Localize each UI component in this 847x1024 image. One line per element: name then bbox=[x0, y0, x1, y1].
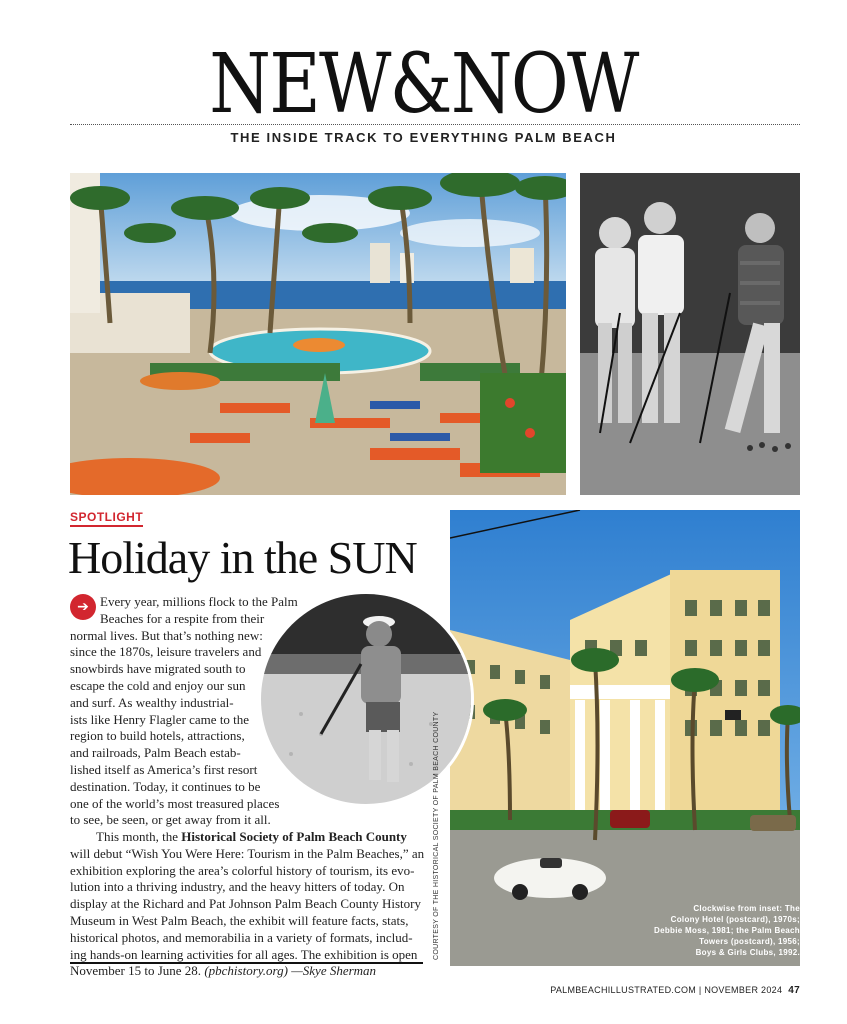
folio-site-date: PALMBEACHILLUSTRATED.COM | NOVEMBER 2024 bbox=[550, 985, 783, 995]
caption-line: Debbie Moss, 1981; the Palm Beach bbox=[654, 926, 800, 935]
historical-society-name: Historical Society of Palm Beach County bbox=[181, 829, 407, 844]
paragraph-2-line: historical photos, and memorabilia in a variety of formats, includ- bbox=[70, 929, 413, 945]
paragraph-1-line: since the 1870s, leisure travelers and bbox=[70, 644, 262, 660]
byline: —Skye Sherman bbox=[287, 963, 377, 979]
paragraph-1-line: escape the cold and enjoy our sun bbox=[70, 677, 246, 693]
article-paragraph-2 bbox=[70, 829, 424, 980]
photo-caption bbox=[610, 903, 800, 958]
paragraph-1-line: ists like Henry Flagler came to the bbox=[70, 711, 250, 727]
article-end-rule bbox=[70, 962, 423, 964]
masthead-title: NEW&NOW bbox=[209, 37, 638, 132]
page-folio bbox=[550, 985, 800, 996]
paragraph-1-line: to see, be seen, or get away from it all. bbox=[70, 812, 271, 828]
paragraph-2-line: display at the Richard and Pat Johnson Palm Beach County History bbox=[70, 896, 421, 912]
page-number: 47 bbox=[788, 985, 800, 996]
paragraph-2-line: Museum in West Palm Beach, the exhibit will feature facts, stats, bbox=[70, 912, 409, 928]
boys-girls-clubs-photo bbox=[580, 173, 800, 495]
paragraph-1-line: Beaches for a respite from their bbox=[100, 610, 265, 626]
paragraph-2-last-line: November 15 to June 28. bbox=[70, 963, 205, 979]
paragraph-2-line: ing hands-on learning activities for all ages. The exhibition is open bbox=[70, 946, 418, 962]
masthead-divider bbox=[70, 124, 800, 125]
paragraph-2-line: will debut “Wish You Were Here: Tourism in the Palm Beaches,” an bbox=[70, 845, 425, 861]
pool-postcard-photo bbox=[70, 173, 566, 495]
paragraph-2-line: lution into a thriving industry, and the heavy hitters of today. On bbox=[70, 879, 405, 895]
paragraph-1-line: destination. Today, it continues to be bbox=[70, 778, 261, 794]
paragraph-2-line: exhibition exploring the area’s colorful history of tourism, its evo- bbox=[70, 862, 415, 878]
masthead-tagline: THE INSIDE TRACK TO EVERYTHING PALM BEACH bbox=[230, 130, 617, 145]
paragraph-1-line: and surf. As wealthy industrial- bbox=[70, 694, 234, 710]
caption-line: Clockwise from inset: The bbox=[693, 904, 800, 913]
website-link[interactable]: (pbchistory.org) bbox=[204, 963, 288, 979]
spotlight-label: SPOTLIGHT bbox=[70, 510, 143, 527]
paragraph-1-line: region to build hotels, attractions, bbox=[70, 728, 245, 744]
article-paragraph-1 bbox=[70, 594, 298, 829]
caption-line: Towers (postcard), 1956; bbox=[699, 937, 800, 946]
photo-credit: COURTESY OF THE HISTORICAL SOCIETY OF PALM BEACH COUNTY bbox=[433, 711, 440, 960]
paragraph-1-line: one of the world’s most treasured places bbox=[70, 795, 280, 811]
caption-line: Colony Hotel (postcard), 1970s; bbox=[670, 915, 800, 924]
paragraph-1-line: lished itself as America’s first resort bbox=[70, 761, 258, 777]
paragraph-1-line: snowbirds have migrated south to bbox=[70, 661, 246, 677]
arrow-right-icon: ➔ bbox=[70, 594, 96, 620]
paragraph-1-line: and railroads, Palm Beach estab- bbox=[70, 745, 241, 761]
article-headline: Holiday in the SUN bbox=[68, 532, 417, 583]
colony-hotel-photo bbox=[450, 510, 800, 966]
paragraph-1-line: Every year, millions flock to the Palm bbox=[100, 594, 298, 609]
paragraph-1-line: normal lives. But that’s nothing new: bbox=[70, 627, 263, 643]
paragraph-2-lead: This month, the bbox=[96, 829, 182, 844]
caption-line: Boys & Girls Clubs, 1992. bbox=[695, 948, 800, 957]
